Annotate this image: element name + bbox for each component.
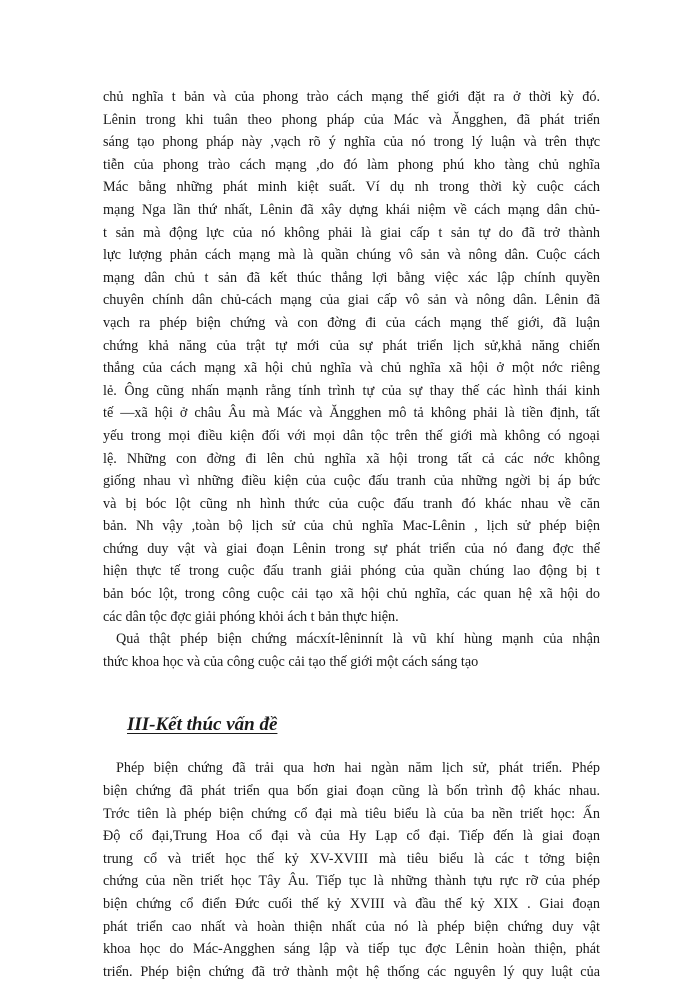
document-page: [103, 86, 600, 983]
text-line: lực lượng phản cách mạng mà là quần chúng vô sản và nông dân. Cuộc cách: [103, 247, 600, 264]
text-line: tế —xã hội ở châu Âu mà Mác và Ăngghen mô tả không phải là tiền định, tất: [103, 405, 600, 422]
text-line: Trớc tiên là phép biện chứng cổ đại mà tiêu biểu là của ba nền triết học: Ấn: [103, 805, 600, 822]
text-line: trung cổ và triết học thế kỷ XV-XVIII mà tiêu biểu là các t tởng biện: [103, 850, 600, 867]
text-line: Mác bằng những phát minh kiệt suất. Ví dụ nh trong thời kỳ cuộc cách: [103, 179, 600, 196]
text-line: chứng khả năng của trật tự mới của sự phát triển lịch sử,khả năng chiến: [103, 337, 600, 354]
text-line: lệ. Những con đờng đi lên chủ nghĩa xã hội trong tất cả các nớc không: [103, 450, 600, 467]
text-line: biện chứng đã phát triển qua bốn giai đoạn cũng là bốn trình độ khác nhau.: [103, 783, 600, 800]
text-line: phát triển cao nhất và hoàn thiện nhất của nó là phép biện chứng duy vật: [103, 918, 600, 935]
body-paragraph-summary: [103, 757, 600, 983]
text-line: mạng dân chủ t sản đã kết thúc thắng lợi bằng việc xác lập chính quyền: [103, 269, 600, 286]
text-line: hiện thực tế trong cuộc đấu tranh giải phóng của quần chúng lao động bị t: [103, 563, 600, 580]
text-line: sáng tạo phong pháp này ,vạch rõ ý nghĩa của nó trong lý luận và trên thực: [103, 134, 600, 151]
text-line: thức khoa học và của công cuộc cải tạo thế giới một cách sáng tạo: [103, 653, 479, 670]
text-line: thắng của cách mạng xã hội chủ nghĩa và chủ nghĩa xã hội ở một nớc riêng: [103, 360, 600, 377]
section-heading: III-Kết thúc vấn đề: [127, 714, 278, 736]
text-line: vạch ra phép biện chứng và con đờng đi của cách mạng thế giới, đã luận: [103, 314, 600, 331]
body-paragraph-leninist-dialectics: [103, 86, 600, 628]
text-line: khoa học do Mác-Angghen sáng lập và tiếp tục đợc Lênin hoàn thiện, phát: [103, 941, 600, 958]
text-line: biện chứng cổ điển Đức cuối thế kỷ XVIII và đầu thế kỷ XIX . Giai đoạn: [103, 896, 600, 912]
text-line: bản. Nh vậy ,toàn bộ lịch sử của chủ nghĩa Mac-Lênin , lịch sử phép biện: [103, 518, 600, 535]
body-paragraph-conclusion-statement: [103, 628, 600, 673]
text-line: t sản mà động lực của nó không phải là giai cấp t sản tự do đã trở thành: [103, 224, 600, 241]
text-line: chủ nghĩa t bản và của phong trào cách mạng thế giới đặt ra ở thời kỳ đó.: [103, 89, 600, 105]
text-line: Độ cổ đại,Trung Hoa cổ đại và của Hy Lạp cổ đại. Tiếp đến là giai đoạn: [103, 828, 600, 845]
text-line: Lênin trong khi tuân theo phong pháp của Mác và Ăngghen, đã phát triển: [103, 111, 600, 128]
text-line: yếu trong mọi điều kiện đối với mọi dân tộc trên thế giới mà không có ngoại: [103, 427, 600, 444]
text-line: lẻ. Ông cũng nhấn mạnh rằng tính trình tự của sự thay thế các hình thái kinh: [103, 382, 600, 399]
text-line: giống nhau vì những điều kiện của cuộc đấu tranh của những ngời bị áp bức: [103, 473, 600, 490]
text-line: Quả thật phép biện chứng mácxít-lêninnít là vũ khí hùng mạnh của nhận: [116, 631, 600, 648]
text-line: chứng của nền triết học Tây Âu. Tiếp tục là những thành tựu rực rỡ của phép: [103, 873, 600, 890]
text-line: triển. Phép biện chứng đã trở thành một hệ thống các nguyên lý quy luật của: [103, 963, 600, 980]
text-line: bản bóc lột, trong công cuộc cải tạo xã hội chủ nghĩa, các quan hệ xã hội do: [103, 586, 600, 603]
text-line: Phép biện chứng đã trải qua hơn hai ngàn năm lịch sử, phát triển. Phép: [116, 760, 600, 777]
text-line: và bị bóc lột cũng nh hình thức của cuộc đấu tranh đó khác nhau về căn: [103, 495, 600, 512]
text-line: các dân tộc đợc giải phóng khỏi ách t bản thực hiện.: [103, 608, 399, 625]
text-line: mạng Nga lần thứ nhất, Lênin đã xây dựng khái niệm về cách mạng dân chủ-: [103, 201, 600, 218]
text-line: chuyên chính dân chủ-cách mạng của giai cấp vô sản và nông dân. Lênin đã: [103, 292, 600, 309]
text-line: tiễn của phong trào cách mạng ,do đó làm phong phú kho tàng chủ nghĩa: [103, 156, 600, 173]
text-line: chứng duy vật và giai đoạn Lênin trong sự phát triển của nó đang đợc thể: [103, 540, 600, 557]
